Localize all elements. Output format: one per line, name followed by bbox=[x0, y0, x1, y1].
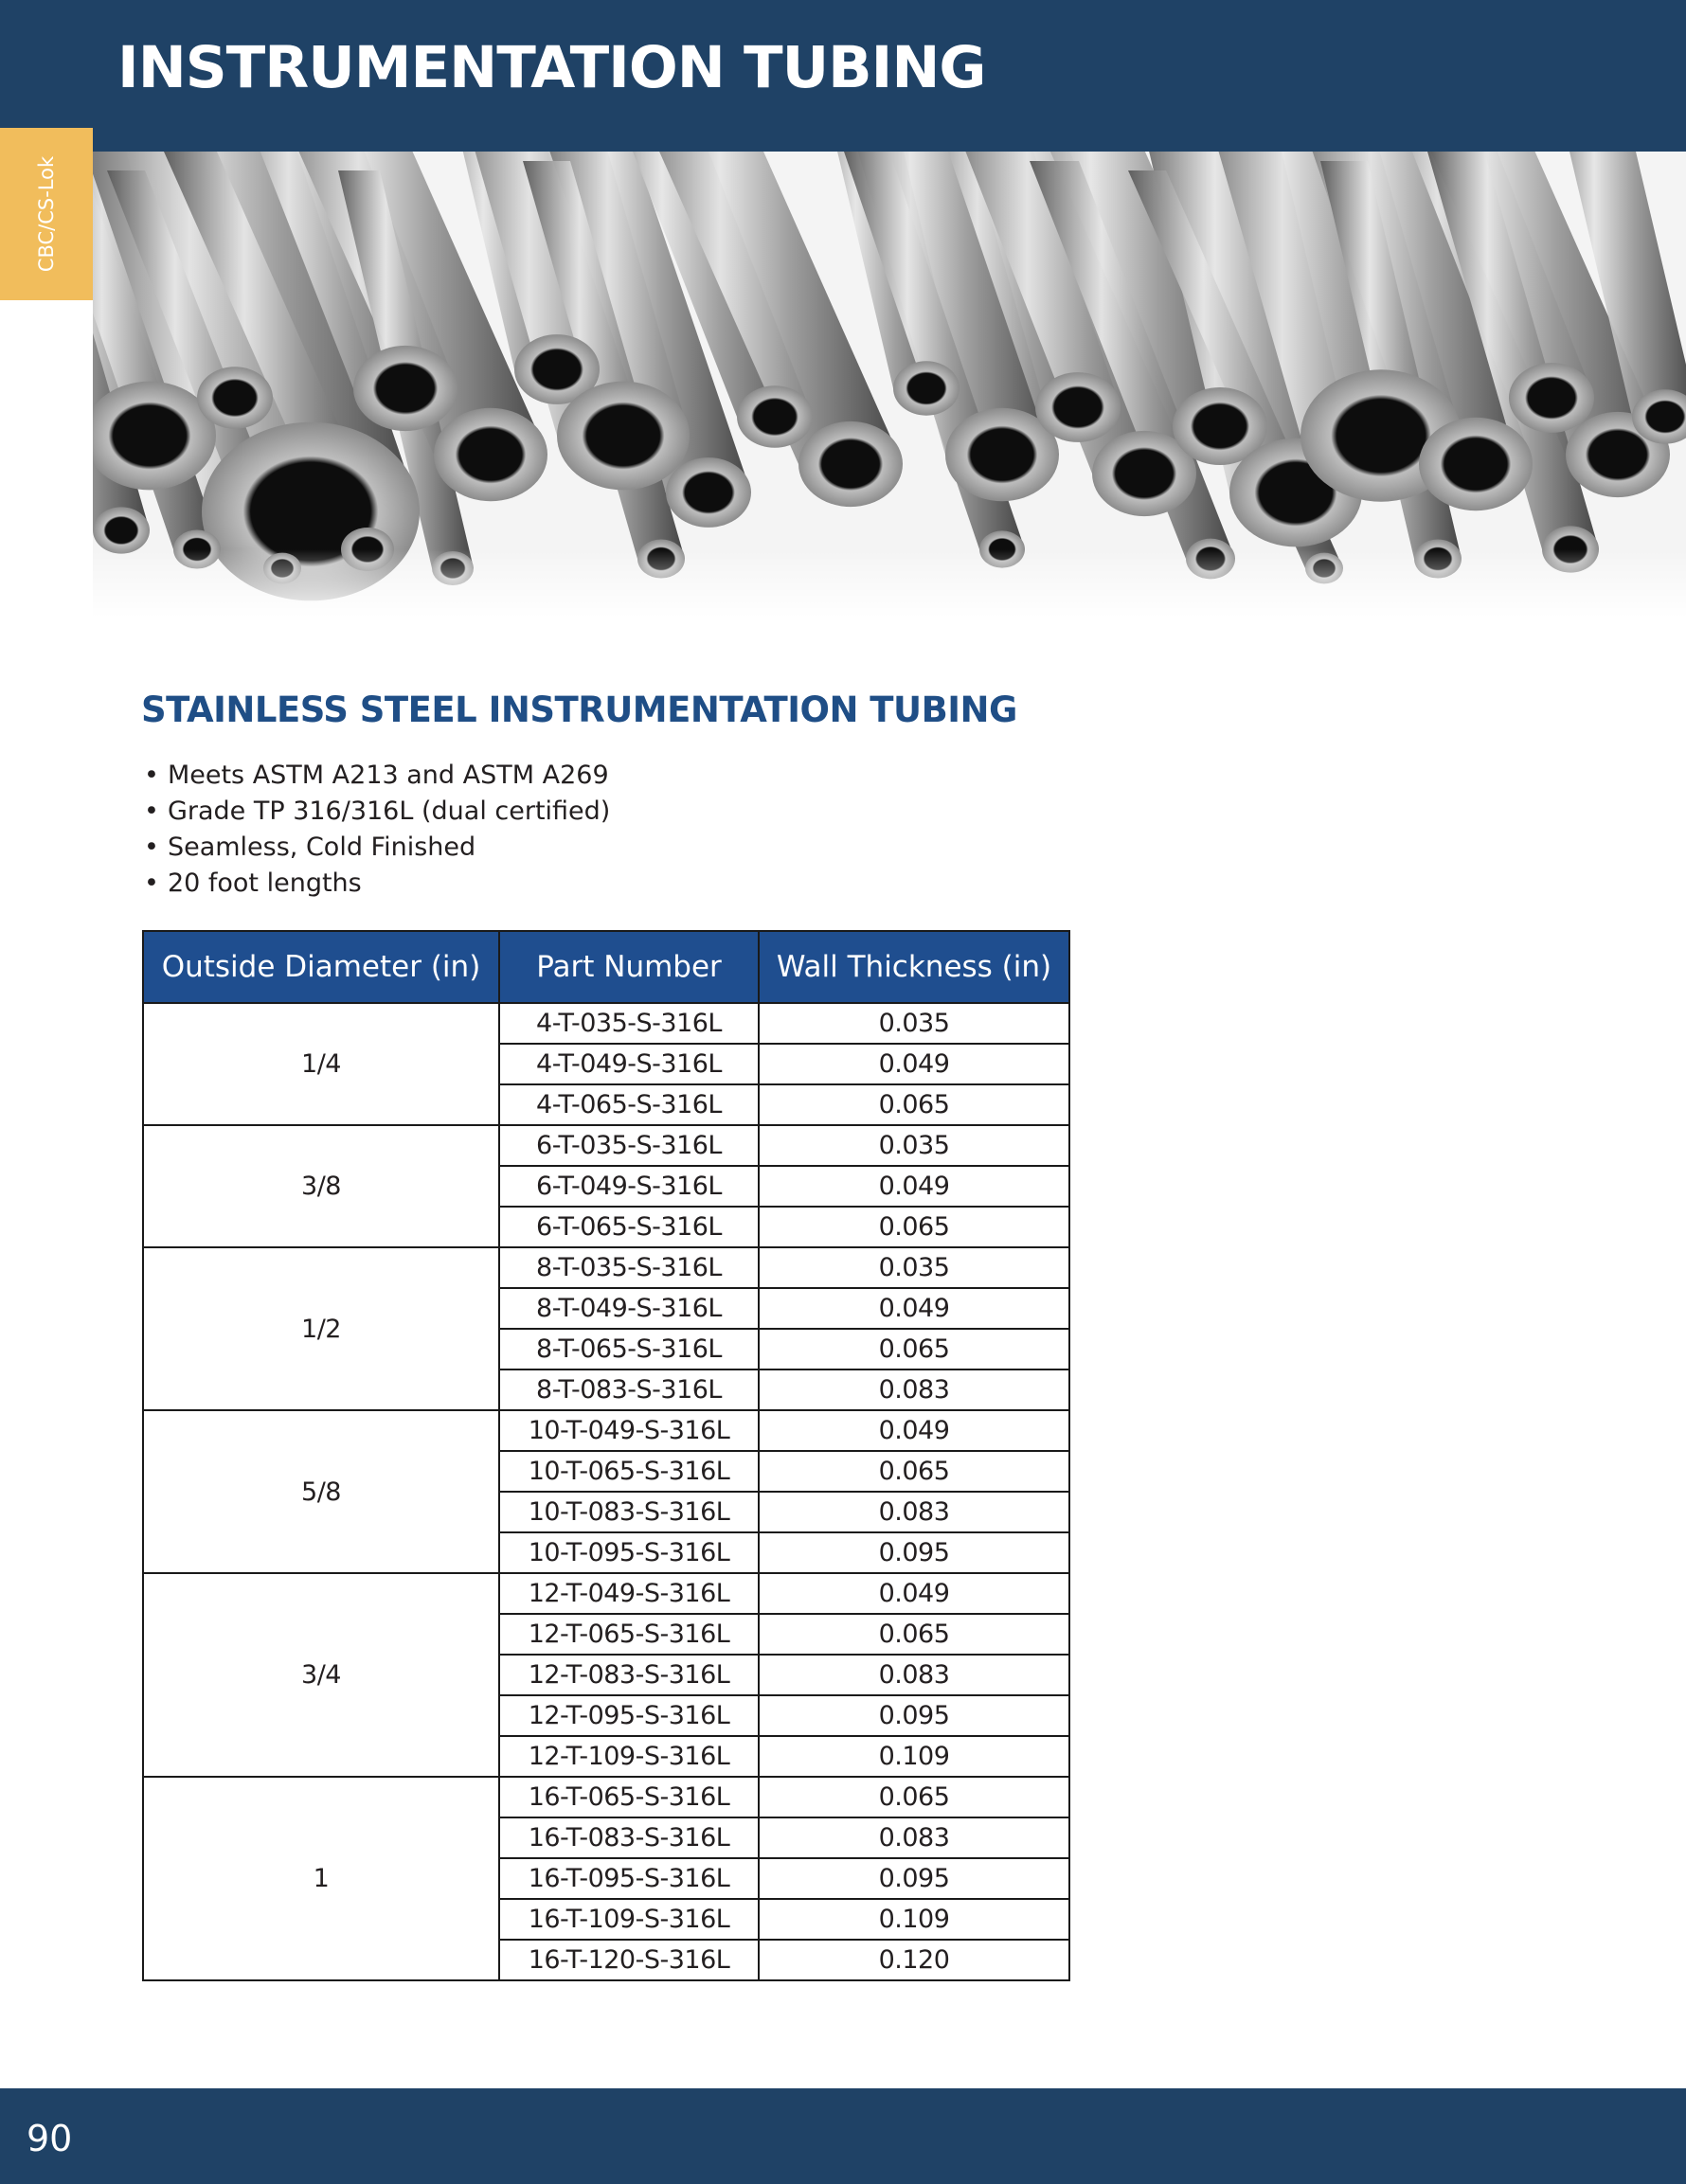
tube-end bbox=[1509, 363, 1594, 433]
outside-diameter-cell: 1 bbox=[143, 1777, 499, 1980]
part-number-cell: 10-T-083-S-316L bbox=[499, 1492, 759, 1532]
tube-end bbox=[798, 421, 903, 507]
wall-thickness-cell: 0.049 bbox=[759, 1410, 1069, 1451]
wall-thickness-cell: 0.095 bbox=[759, 1695, 1069, 1736]
side-tab[interactable] bbox=[0, 128, 93, 300]
wall-thickness-cell: 0.065 bbox=[759, 1614, 1069, 1655]
page-title: INSTRUMENTATION TUBING bbox=[117, 34, 986, 101]
table-row bbox=[143, 1125, 1069, 1166]
wall-thickness-cell: 0.109 bbox=[759, 1899, 1069, 1940]
part-number-cell: 16-T-083-S-316L bbox=[499, 1817, 759, 1858]
part-number-cell: 4-T-049-S-316L bbox=[499, 1044, 759, 1084]
feature-list bbox=[144, 758, 610, 902]
wall-thickness-cell: 0.065 bbox=[759, 1084, 1069, 1125]
feature-item: • Grade TP 316/316L (dual certified) bbox=[144, 794, 610, 830]
outside-diameter-cell: 3/8 bbox=[143, 1125, 499, 1247]
wall-thickness-cell: 0.035 bbox=[759, 1247, 1069, 1288]
wall-thickness-cell: 0.065 bbox=[759, 1777, 1069, 1817]
part-number-cell: 16-T-109-S-316L bbox=[499, 1899, 759, 1940]
spec-table bbox=[142, 930, 1070, 1981]
wall-thickness-cell: 0.049 bbox=[759, 1288, 1069, 1329]
footer-band bbox=[0, 2088, 1686, 2184]
tube-end bbox=[557, 382, 690, 491]
table-row bbox=[143, 1410, 1069, 1451]
part-number-cell: 10-T-095-S-316L bbox=[499, 1532, 759, 1573]
wall-thickness-cell: 0.065 bbox=[759, 1329, 1069, 1369]
wall-thickness-cell: 0.035 bbox=[759, 1003, 1069, 1044]
table-row bbox=[143, 1777, 1069, 1817]
tube-end bbox=[434, 408, 547, 501]
wall-thickness-cell: 0.049 bbox=[759, 1044, 1069, 1084]
tube-end bbox=[93, 507, 150, 553]
tube-end bbox=[1419, 418, 1533, 510]
part-number-cell: 12-T-083-S-316L bbox=[499, 1655, 759, 1695]
wall-thickness-cell: 0.083 bbox=[759, 1655, 1069, 1695]
feature-item: • Meets ASTM A213 and ASTM A269 bbox=[144, 758, 610, 794]
wall-thickness-cell: 0.083 bbox=[759, 1817, 1069, 1858]
wall-thickness-cell: 0.065 bbox=[759, 1207, 1069, 1247]
outside-diameter-cell: 1/4 bbox=[143, 1003, 499, 1125]
part-number-cell: 8-T-049-S-316L bbox=[499, 1288, 759, 1329]
tube-end bbox=[1035, 372, 1121, 442]
part-number-cell: 12-T-109-S-316L bbox=[499, 1736, 759, 1777]
table-row bbox=[143, 1247, 1069, 1288]
wall-thickness-cell: 0.095 bbox=[759, 1858, 1069, 1899]
part-number-cell: 6-T-035-S-316L bbox=[499, 1125, 759, 1166]
wall-thickness-cell: 0.049 bbox=[759, 1573, 1069, 1614]
column-header-wall-thickness: Wall Thickness (in) bbox=[759, 931, 1069, 1003]
tube-end bbox=[353, 346, 457, 431]
part-number-cell: 6-T-049-S-316L bbox=[499, 1166, 759, 1207]
part-number-cell: 12-T-065-S-316L bbox=[499, 1614, 759, 1655]
outside-diameter-cell: 1/2 bbox=[143, 1247, 499, 1410]
feature-item: • 20 foot lengths bbox=[144, 866, 610, 902]
part-number-cell: 8-T-065-S-316L bbox=[499, 1329, 759, 1369]
wall-thickness-cell: 0.035 bbox=[759, 1125, 1069, 1166]
part-number-cell: 10-T-065-S-316L bbox=[499, 1451, 759, 1492]
part-number-cell: 4-T-065-S-316L bbox=[499, 1084, 759, 1125]
outside-diameter-cell: 3/4 bbox=[143, 1573, 499, 1777]
tube-end bbox=[197, 367, 273, 429]
outside-diameter-cell: 5/8 bbox=[143, 1410, 499, 1573]
part-number-cell: 10-T-049-S-316L bbox=[499, 1410, 759, 1451]
tube-end bbox=[737, 385, 813, 448]
column-header-part-number: Part Number bbox=[499, 931, 759, 1003]
table-row bbox=[143, 1573, 1069, 1614]
part-number-cell: 16-T-120-S-316L bbox=[499, 1940, 759, 1980]
table-header-row bbox=[143, 931, 1069, 1003]
part-number-cell: 12-T-095-S-316L bbox=[499, 1695, 759, 1736]
part-number-cell: 6-T-065-S-316L bbox=[499, 1207, 759, 1247]
page-number: 90 bbox=[27, 2118, 73, 2159]
wall-thickness-cell: 0.095 bbox=[759, 1532, 1069, 1573]
part-number-cell: 16-T-065-S-316L bbox=[499, 1777, 759, 1817]
section-title: STAINLESS STEEL INSTRUMENTATION TUBING bbox=[141, 689, 1017, 730]
steel-tubes-photo-icon bbox=[93, 152, 1686, 618]
wall-thickness-cell: 0.109 bbox=[759, 1736, 1069, 1777]
part-number-cell: 4-T-035-S-316L bbox=[499, 1003, 759, 1044]
wall-thickness-cell: 0.065 bbox=[759, 1451, 1069, 1492]
wall-thickness-cell: 0.083 bbox=[759, 1369, 1069, 1410]
part-number-cell: 16-T-095-S-316L bbox=[499, 1858, 759, 1899]
wall-thickness-cell: 0.083 bbox=[759, 1492, 1069, 1532]
table-row bbox=[143, 1003, 1069, 1044]
column-header-outside-diameter: Outside Diameter (in) bbox=[143, 931, 499, 1003]
tube-end bbox=[893, 361, 960, 415]
part-number-cell: 8-T-083-S-316L bbox=[499, 1369, 759, 1410]
tube-end bbox=[666, 457, 751, 528]
hero-image bbox=[93, 152, 1686, 618]
side-tab-label: CBC/CS-Lok bbox=[35, 155, 58, 273]
wall-thickness-cell: 0.049 bbox=[759, 1166, 1069, 1207]
wall-thickness-cell: 0.120 bbox=[759, 1940, 1069, 1980]
feature-item: • Seamless, Cold Finished bbox=[144, 830, 610, 866]
part-number-cell: 12-T-049-S-316L bbox=[499, 1573, 759, 1614]
part-number-cell: 8-T-035-S-316L bbox=[499, 1247, 759, 1288]
